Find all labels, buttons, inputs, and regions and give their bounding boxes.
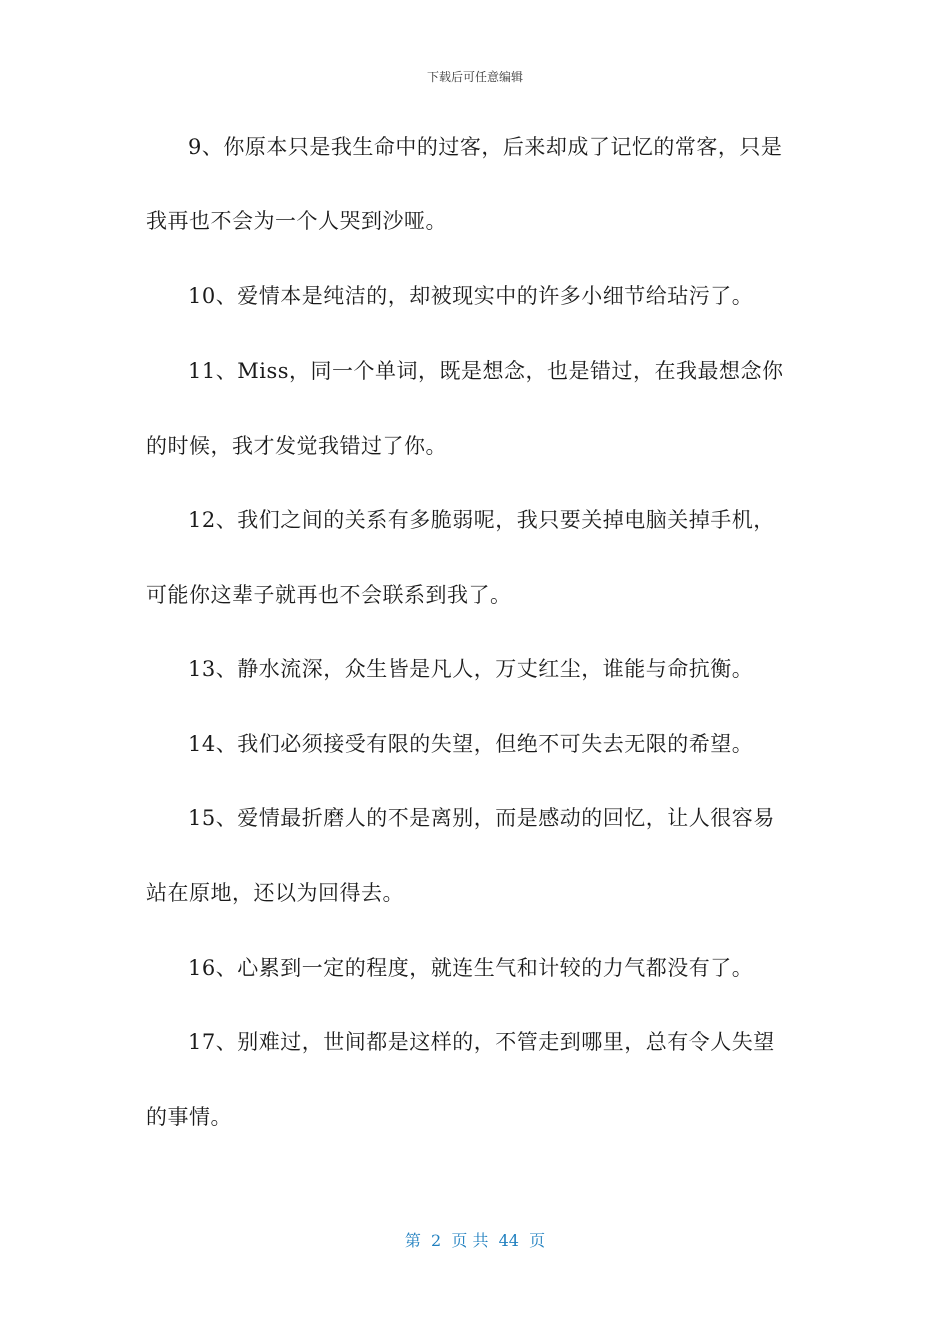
- paragraph-line: 16、心累到一定的程度，就连生气和计较的力气都没有了。: [188, 956, 754, 980]
- paragraph-line: 17、别难过，世间都是这样的，不管走到哪里，总有令人失望: [188, 1030, 775, 1054]
- paragraph-line: 站在原地，还以为回得去。: [146, 881, 404, 905]
- paragraph-line: 13、静水流深，众生皆是凡人，万丈红尘，谁能与命抗衡。: [188, 657, 754, 681]
- paragraph-line: 我再也不会为一个人哭到沙哑。: [146, 209, 447, 233]
- paragraph-line: 的事情。: [146, 1105, 232, 1129]
- paragraph-line: 15、爱情最折磨人的不是离别，而是感动的回忆，让人很容易: [188, 806, 775, 830]
- paragraph-line: 11、Miss，同一个单词，既是想念，也是错过，在我最想念你: [188, 359, 784, 383]
- paragraph-line: 12、我们之间的关系有多脆弱呢，我只要关掉电脑关掉手机，: [188, 508, 775, 532]
- page-number-footer: 第 2 页 共 44 页: [404, 1231, 546, 1250]
- paragraph-line: 14、我们必须接受有限的失望，但绝不可失去无限的希望。: [188, 732, 754, 756]
- paragraph-line: 10、爱情本是纯洁的，却被现实中的许多小细节给玷污了。: [188, 284, 754, 308]
- page-header-note: 下载后可任意编辑: [426, 70, 523, 84]
- paragraph-line: 的时候，我才发觉我错过了你。: [146, 434, 447, 458]
- paragraph-line: 9、你原本只是我生命中的过客，后来却成了记忆的常客，只是: [188, 135, 783, 159]
- paragraph-line: 可能你这辈子就再也不会联系到我了。: [146, 583, 512, 607]
